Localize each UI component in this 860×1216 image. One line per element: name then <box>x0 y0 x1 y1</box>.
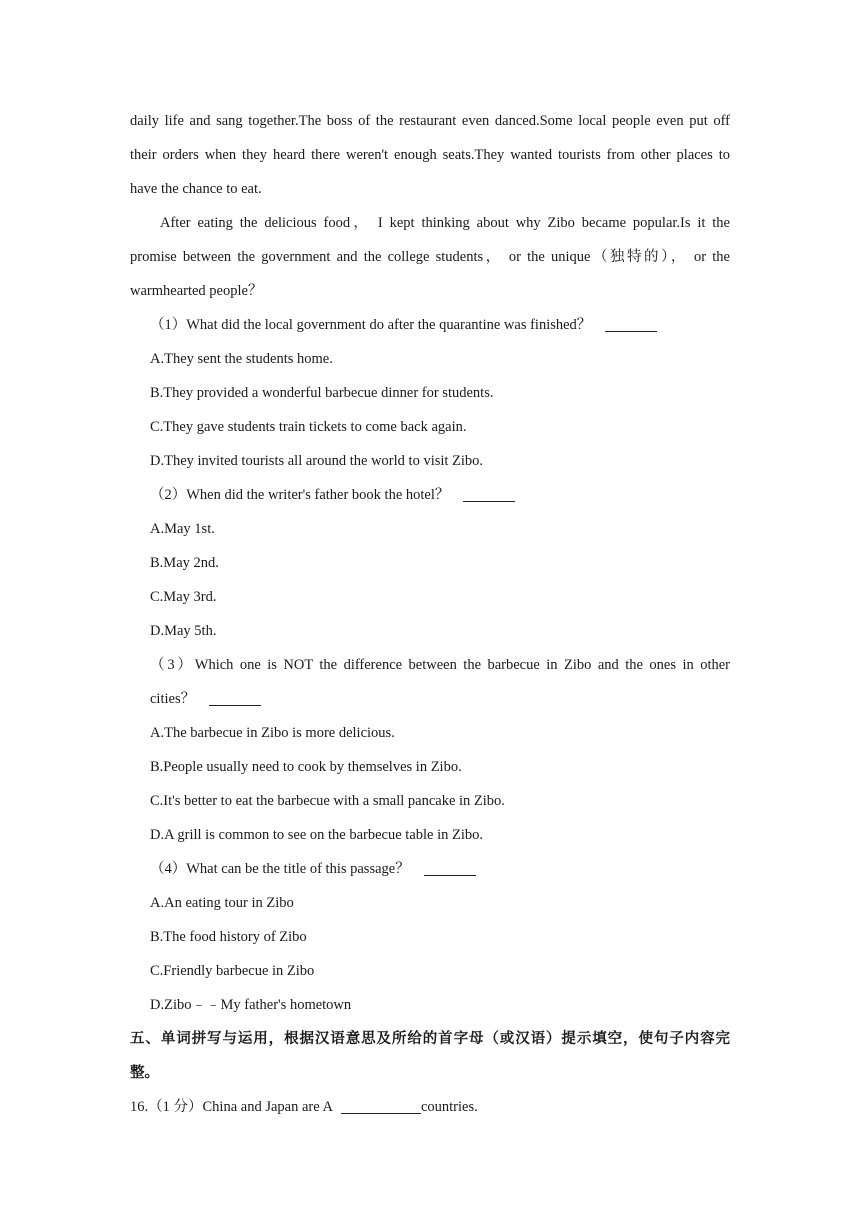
question-3-option-a: A.The barbecue in Zibo is more delicious. <box>150 725 395 741</box>
answer-blank[interactable] <box>605 317 657 332</box>
question-4-option-c: C.Friendly barbecue in Zibo <box>150 963 315 979</box>
passage-line: warmhearted people？ <box>130 283 263 299</box>
question-text: （4）What can be the title of this passage？ <box>150 861 410 877</box>
question-1-option-b: B.They provided a wonderful barbecue dinner for students. <box>150 385 494 401</box>
question-text: （1）What did the local government do after the quarantine was finished？ <box>150 317 592 333</box>
question-3-stem: （3）Which one is NOT the difference between the barbecue in Zibo and the ones in other <box>150 657 730 673</box>
question-2-option-a: A.May 1st. <box>150 521 215 537</box>
question-2-stem <box>130 478 730 512</box>
question-4-option-d: D.Zibo﹣﹣My father's hometown <box>150 997 352 1013</box>
question-3-option-c: C.It's better to eat the barbecue with a small pancake in Zibo. <box>150 793 505 809</box>
section-5-heading-cont: 整。 <box>130 1065 159 1081</box>
question-1-option-a: A.They sent the students home. <box>150 351 333 367</box>
passage-line: their orders when they heard there weren't enough seats.They wanted tourists from other places to <box>130 147 730 163</box>
question-3-option-b: B.People usually need to cook by themselves in Zibo. <box>150 759 462 775</box>
question-1-option-c: C.They gave students train tickets to come back again. <box>150 419 467 435</box>
question-2-option-c: C.May 3rd. <box>150 589 217 605</box>
page-content <box>130 104 730 1124</box>
question-4-option-a: A.An eating tour in Zibo <box>150 895 294 911</box>
answer-blank[interactable] <box>424 861 476 876</box>
question-1-option-d: D.They invited tourists all around the world to visit Zibo. <box>150 453 484 469</box>
section-5-heading: 五、单词拼写与运用，根据汉语意思及所给的首字母（或汉语）提示填空，使句子内容完 <box>130 1031 730 1047</box>
question-3-stem-cont <box>130 682 730 716</box>
answer-blank[interactable] <box>463 487 515 502</box>
question-text: 16.（1 分）China and Japan are A <box>130 1099 333 1115</box>
passage-line: After eating the delicious food， I kept thinking about why Zibo became popular.Is it the <box>160 215 730 231</box>
question-4-stem <box>130 852 730 886</box>
answer-blank[interactable] <box>341 1099 421 1114</box>
question-2-option-b: B.May 2nd. <box>150 555 219 571</box>
answer-blank[interactable] <box>209 691 261 706</box>
question-2-option-d: D.May 5th. <box>150 623 217 639</box>
passage-line: promise between the government and the college students， or the unique（独特的）， or the <box>130 249 730 265</box>
question-4-option-b: B.The food history of Zibo <box>150 929 307 945</box>
question-text: cities？ <box>150 691 196 707</box>
question-3-option-d: D.A grill is common to see on the barbecue table in Zibo. <box>150 827 484 843</box>
passage-line: daily life and sang together.The boss of the restaurant even danced.Some local people even put off <box>130 113 730 129</box>
question-1-stem <box>130 308 730 342</box>
question-text: （2）When did the writer's father book the hotel？ <box>150 487 450 503</box>
question-16 <box>130 1090 730 1124</box>
passage-line: have the chance to eat. <box>130 181 262 197</box>
question-text-after: countries. <box>420 1099 478 1115</box>
